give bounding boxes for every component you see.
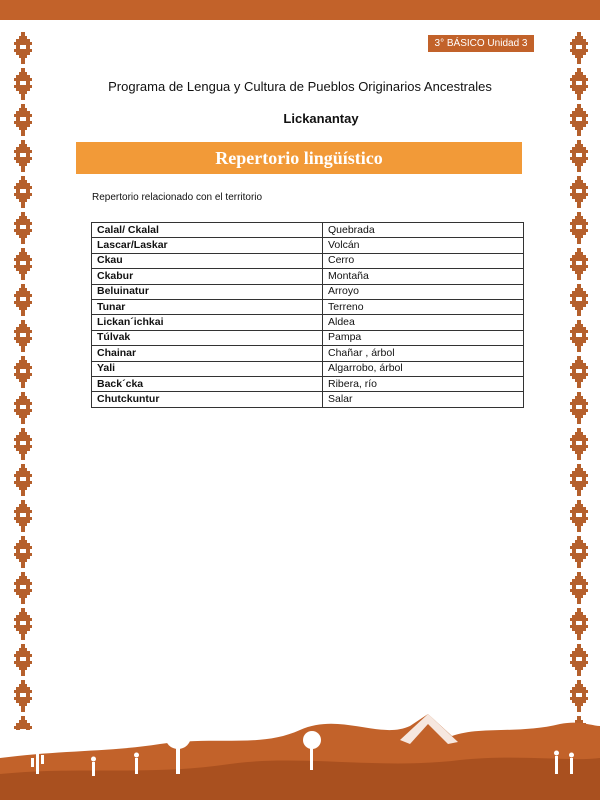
table-row — [92, 269, 524, 284]
term-cell: Chutckuntur — [92, 392, 323, 407]
term-cell: Calal/ Ckalal — [92, 223, 323, 238]
table-row — [92, 330, 524, 345]
vocabulary-table — [91, 222, 524, 408]
table-row — [92, 361, 524, 376]
term-cell: Lickan´ichkai — [92, 315, 323, 330]
term-cell: Ckabur — [92, 269, 323, 284]
left-ornament-border — [14, 32, 32, 730]
meaning-cell: Montaña — [323, 269, 524, 284]
meaning-cell: Chañar , árbol — [323, 346, 524, 361]
meaning-cell: Salar — [323, 392, 524, 407]
meaning-cell: Pampa — [323, 330, 524, 345]
term-cell: Túlvak — [92, 330, 323, 345]
meaning-cell: Volcán — [323, 238, 524, 253]
term-cell: Ckau — [92, 253, 323, 268]
term-cell: Chainar — [92, 346, 323, 361]
table-row — [92, 238, 524, 253]
term-cell: Beluinatur — [92, 284, 323, 299]
meaning-cell: Ribera, río — [323, 376, 524, 391]
meaning-cell: Arroyo — [323, 284, 524, 299]
meaning-cell: Algarrobo, árbol — [323, 361, 524, 376]
program-title: Programa de Lengua y Cultura de Pueblos Originarios Ancestrales — [108, 79, 492, 94]
table-row — [92, 284, 524, 299]
table-row — [92, 346, 524, 361]
meaning-cell: Aldea — [323, 315, 524, 330]
top-decorative-band — [0, 0, 600, 20]
table-caption: Repertorio relacionado con el territorio — [92, 192, 263, 203]
table-row — [92, 253, 524, 268]
term-cell: Yali — [92, 361, 323, 376]
table-row — [92, 315, 524, 330]
meaning-cell: Quebrada — [323, 223, 524, 238]
table-row — [92, 299, 524, 314]
grade-unit-badge: 3° BÁSICO Unidad 3 — [428, 35, 534, 52]
right-ornament-border — [570, 32, 588, 730]
section-title-bar: Repertorio lingüístico — [76, 142, 522, 174]
term-cell: Lascar/Laskar — [92, 238, 323, 253]
meaning-cell: Terreno — [323, 299, 524, 314]
people-name: Lickanantay — [283, 111, 359, 126]
footer-landscape-illustration — [0, 700, 600, 800]
term-cell: Tunar — [92, 299, 323, 314]
table-row — [92, 376, 524, 391]
term-cell: Back´cka — [92, 376, 323, 391]
table-row — [92, 223, 524, 238]
meaning-cell: Cerro — [323, 253, 524, 268]
table-row — [92, 392, 524, 407]
